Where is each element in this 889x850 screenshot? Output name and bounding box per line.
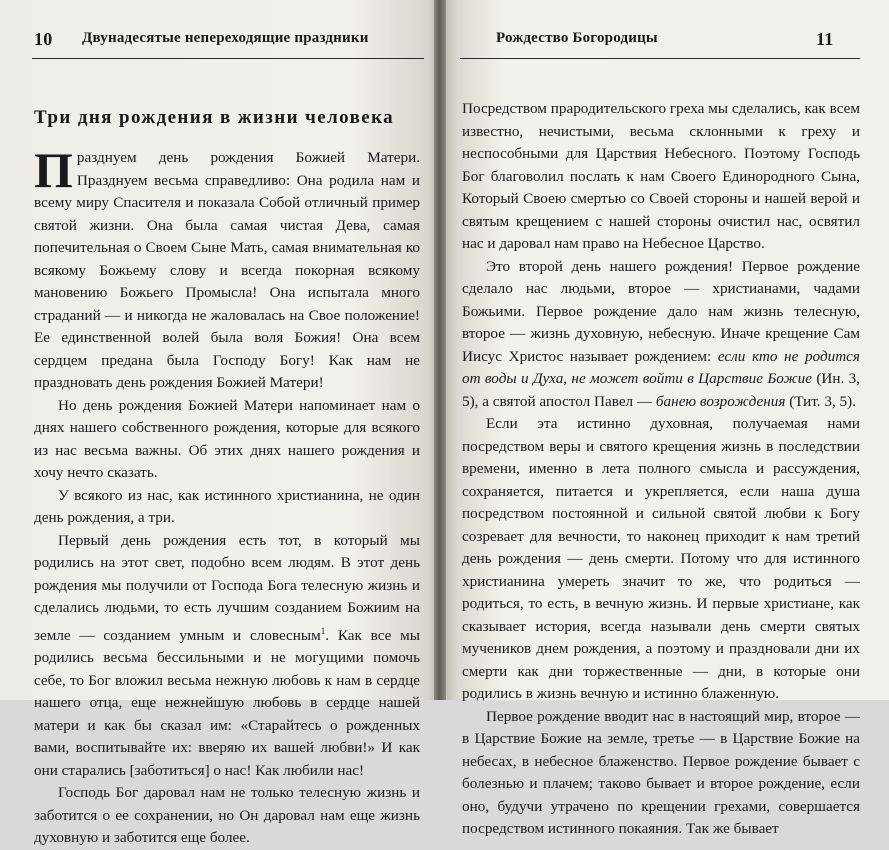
page-number: 11 <box>816 29 834 49</box>
footnote-marker: 1 <box>320 625 326 636</box>
header-rule <box>460 58 860 59</box>
left-page <box>0 0 440 847</box>
right-page <box>440 0 889 837</box>
running-head: Двунадесятые непереходящие праздники <box>82 30 369 46</box>
paragraph: Господь Бог даровал нам не только телесную жизнь и заботится о ее сохранении, но Он даровал нам еще жизнь духовную и заботится еще более. <box>34 784 420 847</box>
drop-cap: П <box>34 142 73 198</box>
header-rule <box>32 58 424 59</box>
paragraph: Посредством прародительского греха мы сделались, как всем известно, нечистыми, весьма склонными к греху и неспособными для Царствия Небесного. Поэтому Господь Бог благоволил послать к нам Своего Единородного Сына, Который Своею смертью со Своей стороны и нашей верой и святым крещением с нашей стороны очистил нас, освятил нас и даровал нам право на Небесное Царство. <box>462 100 860 252</box>
paragraph: У всякого из нас, как истинного христианина, не один день рождения, а три. <box>34 486 420 526</box>
paragraph <box>34 142 420 395</box>
paragraph-text: Первый день рождения есть тот, в который мы родились на этот свет, подобно всем людям. В этот день рождения мы получили от Господа Бога телесную жизнь и сделались людьми, то есть лучшим созданием Божиим на земле — созданием умным и словесным <box>34 531 420 644</box>
chapter-title: Три дня рождения в жизни человека <box>34 107 395 128</box>
body-text <box>462 98 860 841</box>
running-head: Рождество Богородицы <box>496 30 658 46</box>
paragraph-text: Это второй день нашего рождения! Первое рождение сделало нас людьми, второе — христианами, чадами Божьими. Первое рождение дало нам жизнь телесную, второе — жизнь духовную, небесную. Иначе крещение Сам Иисус Христос называет рождением: <box>462 257 860 365</box>
paragraph: Если эта истинно духовная, получаемая нами посредством веры и святого крещения жизнь в последствии времени, именно в лета полного смысла и рассуждения, сохраняется, питается и укрепляется, если наша душа посредством постоянной и сильной святой любви к Богу созревает для вечности, то наконец приходит к нам третий день рождения — день смерти. Потому что для истинного христианина умереть значит то же, что родиться — родиться, то есть, в вечную жизнь. И первые христиане, как сказывает история, всегда называли день смерти святых мучеников днем рождения, а поэтому и праздновали дни их смерти как дни торжественные — дни, в которые они родились в жизнь вечную и истинно блаженную. <box>462 415 860 702</box>
book-gutter <box>434 0 446 700</box>
paragraph-text: . Как все мы родились весьма бессильными и не могущими помочь себе, то Бог вложил весьма нежную любовь к нам в сердце нашего отца, еще нежнейшую любовь в сердце нашей матери и как бы сказал им: «Старайтесь о рожденных вами, воспитывайте их: вверяю их вашей любви!» И как они старались [заботиться] о нас! Как любили нас! <box>34 626 420 779</box>
paragraph-text: (Ин. 3, 5), а святой апостол Павел — <box>462 370 861 410</box>
paragraph-text: разднуем день рождения Божией Матери. Празднуем весьма справедливо: Она родила нам и всему миру Спасителя и показала Собой отличный пример святой жизни. Она была самая чистая Дева, самая попечительная о Своем Сыне Мать, самая внимательная ко всякому Божьему слову и всегда покорная всякому мановению Божьего Промысла! Она испытала много страданий — и никогда не жаловалась на Свое положение! Ее единственной волей была воля Божия! Она всем сердцем предана была Господу Богу! Как нам не праздновать день рождения Божией Матери! <box>34 149 420 391</box>
body-text <box>34 142 420 850</box>
paragraph: Первое рождение вводит нас в настоящий мир, второе — в Царствие Божие на земле, третье — в Царствие Божие на небесах, в небесное блаженство. Первое рождение бывает с болезнью и плачем; таково бывает и второе рождение, если оно, будучи утрачено по крещении грехами, совершается посредством истинного покаяния. Так же бывает <box>462 707 860 837</box>
paragraph-text: (Тит. 3, 5). <box>785 392 856 410</box>
scripture-quote: если кто не родится от воды и Духа, не может войти в Царствие Божие <box>462 347 860 387</box>
page-number: 10 <box>34 29 53 49</box>
paragraph: Но день рождения Божией Матери напоминает нам о днях нашего собственного рождения, которые для всякого из нас весьма важны. Об этих днях нашего рождения и хочу нечто сказать. <box>34 396 420 481</box>
paragraph <box>34 530 420 783</box>
paragraph <box>462 256 860 414</box>
scripture-quote: банею возрождения <box>655 392 786 410</box>
